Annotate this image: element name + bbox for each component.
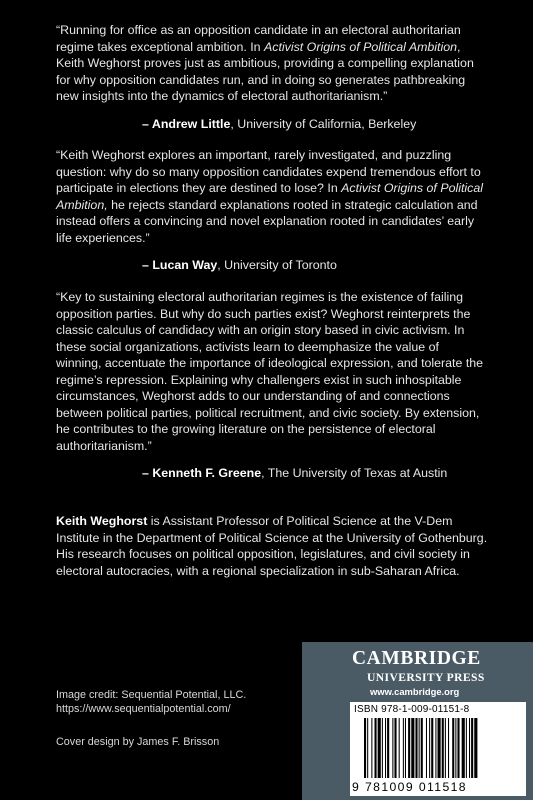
book-title: Activist Origins of Political Ambition — [264, 39, 458, 54]
publisher-subtitle: UNIVERSITY PRESS — [367, 671, 485, 684]
isbn-label: ISBN 978-1-009-01151-8 — [354, 704, 470, 715]
quote-text: “Running for office as an opposition candidate in an electoral authoritarian regime takes exceptional ambition. In Activist Origins of Political Ambition, Keith Weghorst proves just as ambitious, providing a compelling explanation for why opposition candidates run, and in doing so generates pathbreaking new insights into the dynamics of electoral authoritarianism.” — [56, 23, 474, 103]
author-name: Keith Weghorst — [56, 514, 148, 528]
review-quote-greene — [56, 289, 486, 481]
publisher-block — [302, 642, 533, 800]
review-quote-way — [56, 147, 486, 273]
barcode-digits: 9 781009 011518 — [352, 780, 467, 794]
barcode-box — [350, 702, 526, 796]
quote-attribution: – Lucan Way, University of Toronto — [142, 258, 337, 272]
author-bio: Keith Weghorst is Assistant Professor of Political Science at the V-Dem Institute in the Department of Political Science at the University of Gothenburg. His research focuses on political opposition, legislatures, and civil society in electoral autocracies, with a regional specialization in sub-Saharan Africa. — [56, 514, 488, 579]
publisher-url: www.cambridge.org — [370, 686, 460, 697]
quote-text: “Keith Weghorst explores an important, rarely investigated, and puzzling question: why do so many opposition candidates expend tremendous effort to participate in elections they are destined to lose? In Activist Origins of Political Ambition, he rejects standard explanations rooted in strategic calculation and instead offers a convincing and novel explanation rooted in candidates’ early life experiences.” — [56, 148, 484, 245]
image-credit: Image credit: Sequential Potential, LLC. https://www.sequentialpotential.com/ — [56, 689, 247, 715]
cover-design-credit: Cover design by James F. Brisson — [56, 736, 220, 748]
review-quote-little — [56, 22, 486, 132]
quote-attribution: – Andrew Little, University of California, Berkeley — [142, 116, 417, 131]
publisher-name: CAMBRIDGE — [352, 648, 481, 669]
quote-text: “Key to sustaining electoral authoritarian regimes is the existence of failing opposition parties. But why do such parties exist? Weghorst reinterprets the classic calculus of candidacy with an origin story based in civic activism. In these social organizations, activists learn to deemphasize the value of winning, accentuate the importance of ideological expression, and tolerate the regime’s repression. Explaining why challengers exist in such inhospitable circumstances, Weghorst adds to our understanding of and connections between political parties, political recruitment, and civic society. By extension, he contributes to the growing literature on the persistence of electoral authoritarianism.” — [56, 290, 484, 453]
quote-attribution: – Kenneth F. Greene, The University of Texas at Austin — [142, 466, 448, 480]
barcode-icon — [364, 718, 516, 782]
book-title: Activist Origins of Political Ambition, — [56, 181, 484, 212]
